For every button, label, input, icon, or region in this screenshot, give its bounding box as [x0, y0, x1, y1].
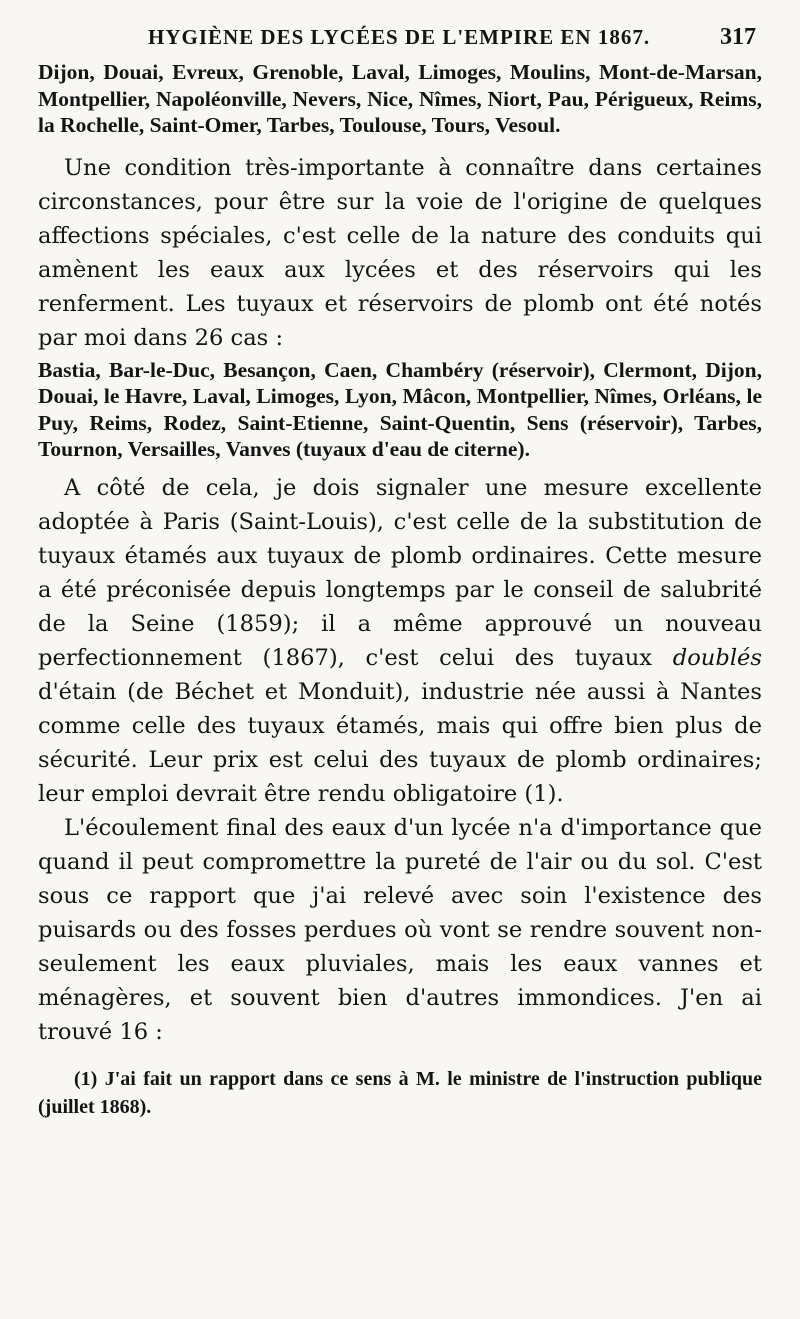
paragraph-city-list-continued: Dijon, Douai, Evreux, Grenoble, Laval, Limoges, Moulins, Mont-de-Marsan, Montpellier, Napoléonville, Nevers, Nice, Nîmes, Niort, Pau, Périgueux, Reims, la Rochelle, Saint-Omer, Tarbes, Toulouse, Tours, Vesoul.	[38, 60, 762, 137]
tinned-pipes-text-part2: d'étain (de Béchet et Monduit), industrie née aussi à Nantes comme celle des tuyaux étamés, mais qui offre bien plus de sécurité. Leur prix est celui des tuyaux de plomb ordinaires; leur emploi devrait être rendu obligatoire (1).	[38, 678, 762, 807]
spacer	[38, 139, 762, 151]
tinned-pipes-text-part1: A côté de cela, je dois signaler une mesure excellente adoptée à Paris (Saint-Louis), c'est celle de la substitution de tuyaux étamés aux tuyaux de plomb ordinaires. Cette mesure a été préconisée depuis longtemps par le conseil de salubrité de la Seine (1859); il a même approuvé un nouveau perfectionnement (1867), c'est celui des tuyaux	[38, 474, 762, 671]
paragraph-water-conduits: Une condition très-importante à connaître dans certaines circonstances, pour être sur la voie de l'origine de quelques affections spéciales, c'est celle de la nature des conduits qui amènent les eaux aux lycées et des réservoirs qui les renferment. Les tuyaux et réservoirs de plomb ont été notés par moi dans 26 cas :	[38, 154, 762, 351]
paragraph-lead-pipes-list: Bastia, Bar-le-Duc, Besançon, Caen, Chambéry (réservoir), Clermont, Dijon, Douai, le Havre, Laval, Limoges, Lyon, Mâcon, Montpellier, Nîmes, Orléans, le Puy, Reims, Rodez, Saint-Etienne, Saint-Quentin, Sens (réservoir), Tarbes, Tournon, Versailles, Vanves (tuyaux d'eau de citerne).	[38, 357, 762, 461]
running-header	[38, 24, 762, 51]
paragraph-drainage: L'écoulement final des eaux d'un lycée n'a d'importance que quand il peut compromettre la pureté de l'air ou du sol. C'est sous ce rapport que j'ai relevé avec soin l'existence des puisards ou des fosses perdues où vont se rendre souvent non-seulement les eaux pluviales, mais les eaux vannes et ménagères, et souvent bien d'autres immondices. J'en ai trouvé 16 :	[38, 814, 762, 1045]
italic-word-doubles: doublés	[672, 644, 763, 671]
running-title: HYGIÈNE DES LYCÉES DE L'EMPIRE EN 1867.	[148, 25, 651, 49]
paragraph-tinned-pipes	[38, 471, 762, 811]
footnote: (1) J'ai fait un rapport dans ce sens à M. le ministre de l'instruction publique (juillet 1868).	[38, 1067, 762, 1118]
page-number: 317	[720, 24, 756, 50]
